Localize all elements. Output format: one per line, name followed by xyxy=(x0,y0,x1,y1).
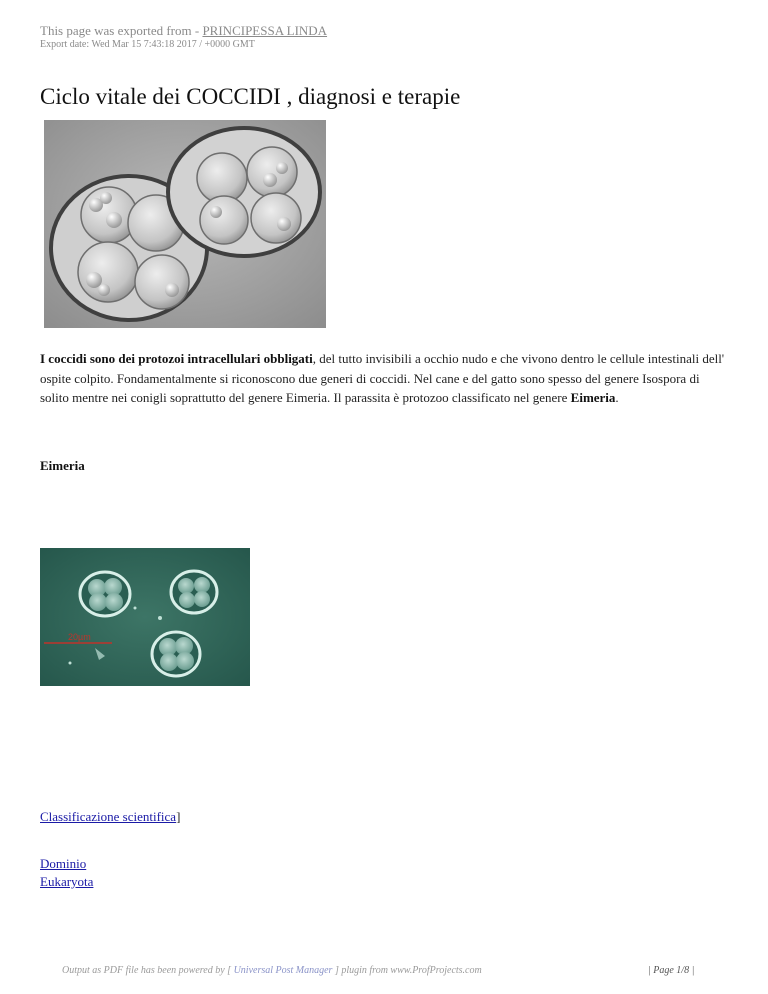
plugin-link[interactable]: Universal Post Manager xyxy=(233,965,333,976)
dominio-link[interactable]: Dominio xyxy=(40,856,87,871)
classification-link[interactable]: Classificazione scientifica xyxy=(40,809,177,824)
classification-line xyxy=(40,809,180,825)
page-title: Ciclo vitale dei COCCIDI , diagnosi e terapie xyxy=(40,84,461,109)
scale-bar-label: 20µm xyxy=(68,632,91,642)
site-name-link[interactable]: PRINCIPESSA LINDA xyxy=(202,23,328,38)
eukaryota-link[interactable]: Eukaryota xyxy=(40,874,94,889)
export-prefix: This page was exported from - xyxy=(40,23,203,38)
oocyst-3 xyxy=(152,632,200,676)
footer-suffix: ] plugin from www.ProfProjects.com xyxy=(332,965,482,976)
export-date: Export date: Wed Mar 15 7:43:18 2017 / +0000 GMT xyxy=(40,39,255,50)
intro-bold: I coccidi sono dei protozoi intracellulari obbligati xyxy=(40,351,313,366)
page-number: | Page 1/8 | xyxy=(648,965,695,976)
intro-bold-end: Eimeria xyxy=(570,390,616,405)
oocyst-micrograph-image xyxy=(44,120,326,328)
footer-prefix: Output as PDF file has been powered by [ xyxy=(62,965,234,976)
export-notice xyxy=(40,23,327,39)
oocyst-1 xyxy=(80,572,130,616)
intro-end: . xyxy=(615,390,619,405)
eimeria-micrograph-image xyxy=(40,548,250,686)
intro-paragraph xyxy=(40,349,730,408)
classification-suffix: ] xyxy=(176,809,181,824)
eimeria-heading: Eimeria xyxy=(40,458,85,473)
pdf-footer-credit xyxy=(62,965,482,976)
oocyst-2 xyxy=(171,571,217,613)
intro-text: , del tutto invisibili a occhio nudo e che vivono dentro le cellule intestinali dell' ospite colpito. Fondamentalmente si riconoscono due generi di coccidi. Nel cane e del gatto sono spesso del genere Isospora di solito mentre nei conigli soprattutto del genere Eimeria. Il parassita è protozoo classificato nel genere xyxy=(40,351,725,405)
